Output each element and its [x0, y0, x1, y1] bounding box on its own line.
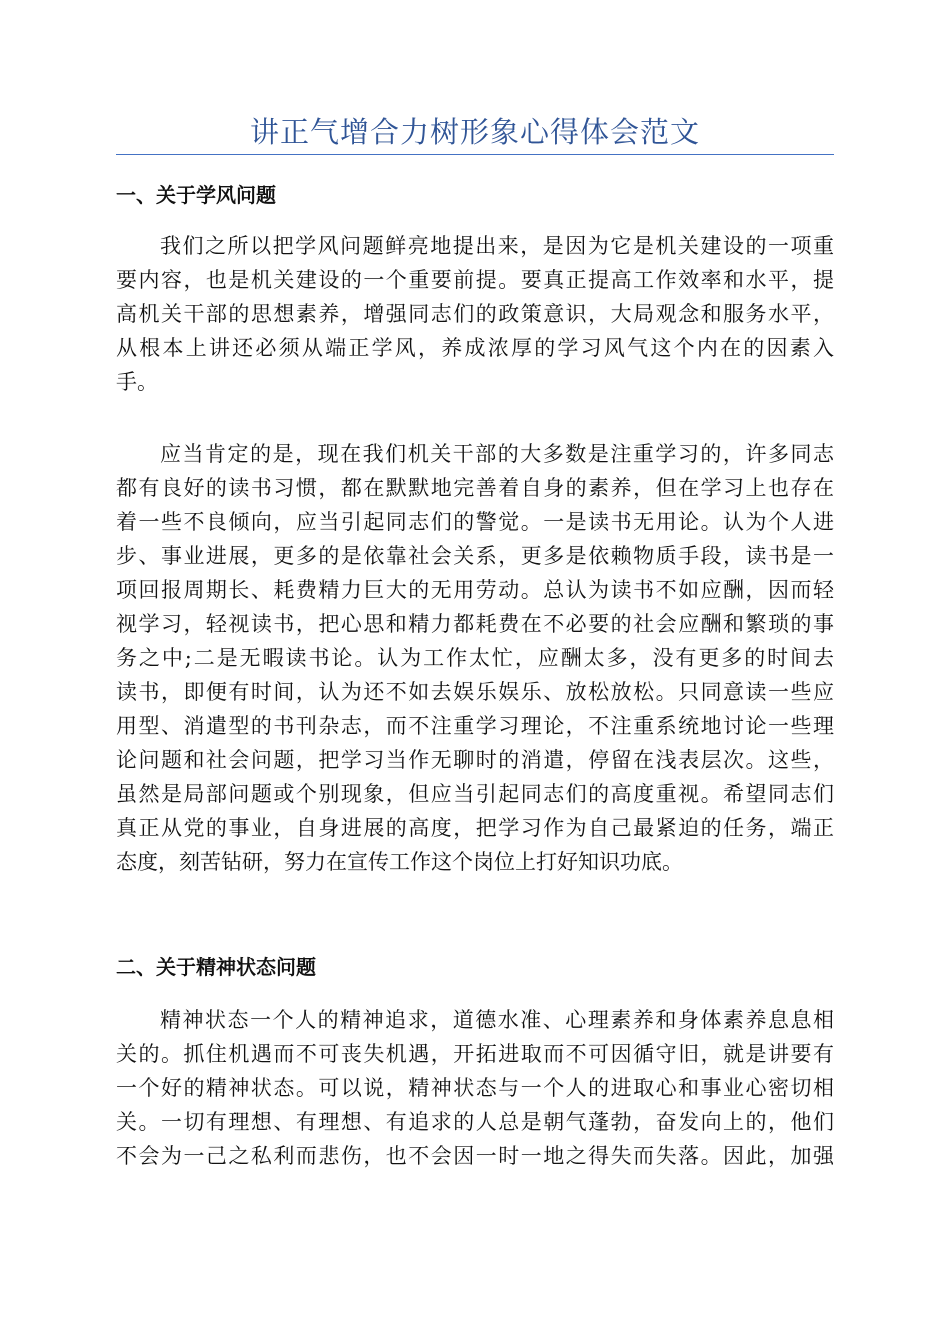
paragraph-line: 着一些不良倾向，应当引起同志们的警觉。一是读书无用论。认为个人进	[116, 510, 834, 534]
paragraph-line: 论问题和社会问题，把学习当作无聊时的消遣，停留在浅表层次。这些，	[116, 748, 834, 772]
paragraph-line: 精神状态一个人的精神追求，道德水准、心理素养和身体素养息息相	[160, 1008, 834, 1032]
paragraph-line: 一个好的精神状态。可以说，精神状态与一个人的进取心和事业心密切相	[116, 1076, 834, 1100]
section-heading-2: 二、关于精神状态问题	[116, 955, 316, 979]
paragraph-line: 真正从党的事业，自身进展的高度，把学习作为自己最紧迫的任务，端正	[116, 816, 834, 840]
paragraph-line: 读书，即便有时间，认为还不如去娱乐娱乐、放松放松。只同意读一些应	[116, 680, 834, 704]
paragraph-line: 视学习，轻视读书，把心思和精力都耗费在不必要的社会应酬和繁琐的事	[116, 612, 834, 636]
paragraph-line: 关。一切有理想、有理想、有追求的人总是朝气蓬勃，奋发向上的，他们	[116, 1110, 834, 1134]
paragraph-line: 都有良好的读书习惯，都在默默地完善着自身的素养，但在学习上也存在	[116, 476, 834, 500]
paragraph-line: 从根本上讲还必须从端正学风，养成浓厚的学习风气这个内在的因素入	[116, 336, 834, 360]
paragraph-line: 用型、消遣型的书刊杂志，而不注重学习理论，不注重系统地讨论一些理	[116, 714, 834, 738]
paragraph-3	[116, 1003, 834, 1173]
title-underline	[116, 154, 834, 155]
document-title: 讲正气增合力树形象心得体会范文	[249, 115, 700, 149]
paragraph-line: 不会为一己之私利而悲伤，也不会因一时一地之得失而失落。因此，加强	[116, 1144, 834, 1168]
paragraph-line: 步、事业进展，更多的是依靠社会关系，更多是依赖物质手段，读书是一	[116, 544, 834, 568]
paragraph-line: 高机关干部的思想素养，增强同志们的政策意识，大局观念和服务水平，	[116, 302, 834, 326]
paragraph-line: 态度，刻苦钻研，努力在宣传工作这个岗位上打好知识功底。	[116, 850, 683, 874]
paragraph-line: 手。	[116, 370, 158, 394]
paragraph-line: 关的。抓住机遇而不可丧失机遇，开拓进取而不可因循守旧，就是讲要有	[116, 1042, 834, 1066]
paragraph-1	[116, 229, 834, 399]
paragraph-line: 项回报周期长、耗费精力巨大的无用劳动。总认为读书不如应酬，因而轻	[116, 578, 834, 602]
paragraph-line: 应当肯定的是，现在我们机关干部的大多数是注重学习的，许多同志	[160, 442, 834, 466]
paragraph-line: 务之中;二是无暇读书论。认为工作太忙，应酬太多，没有更多的时间去	[116, 646, 834, 670]
paragraph-line: 要内容，也是机关建设的一个重要前提。要真正提高工作效率和水平，提	[116, 268, 834, 292]
paragraph-line: 我们之所以把学风问题鲜亮地提出来，是因为它是机关建设的一项重	[160, 234, 834, 258]
paragraph-2	[116, 437, 834, 879]
paragraph-line: 虽然是局部问题或个别现象，但应当引起同志们的高度重视。希望同志们	[116, 782, 834, 806]
section-heading-1: 一、关于学风问题	[116, 183, 276, 207]
